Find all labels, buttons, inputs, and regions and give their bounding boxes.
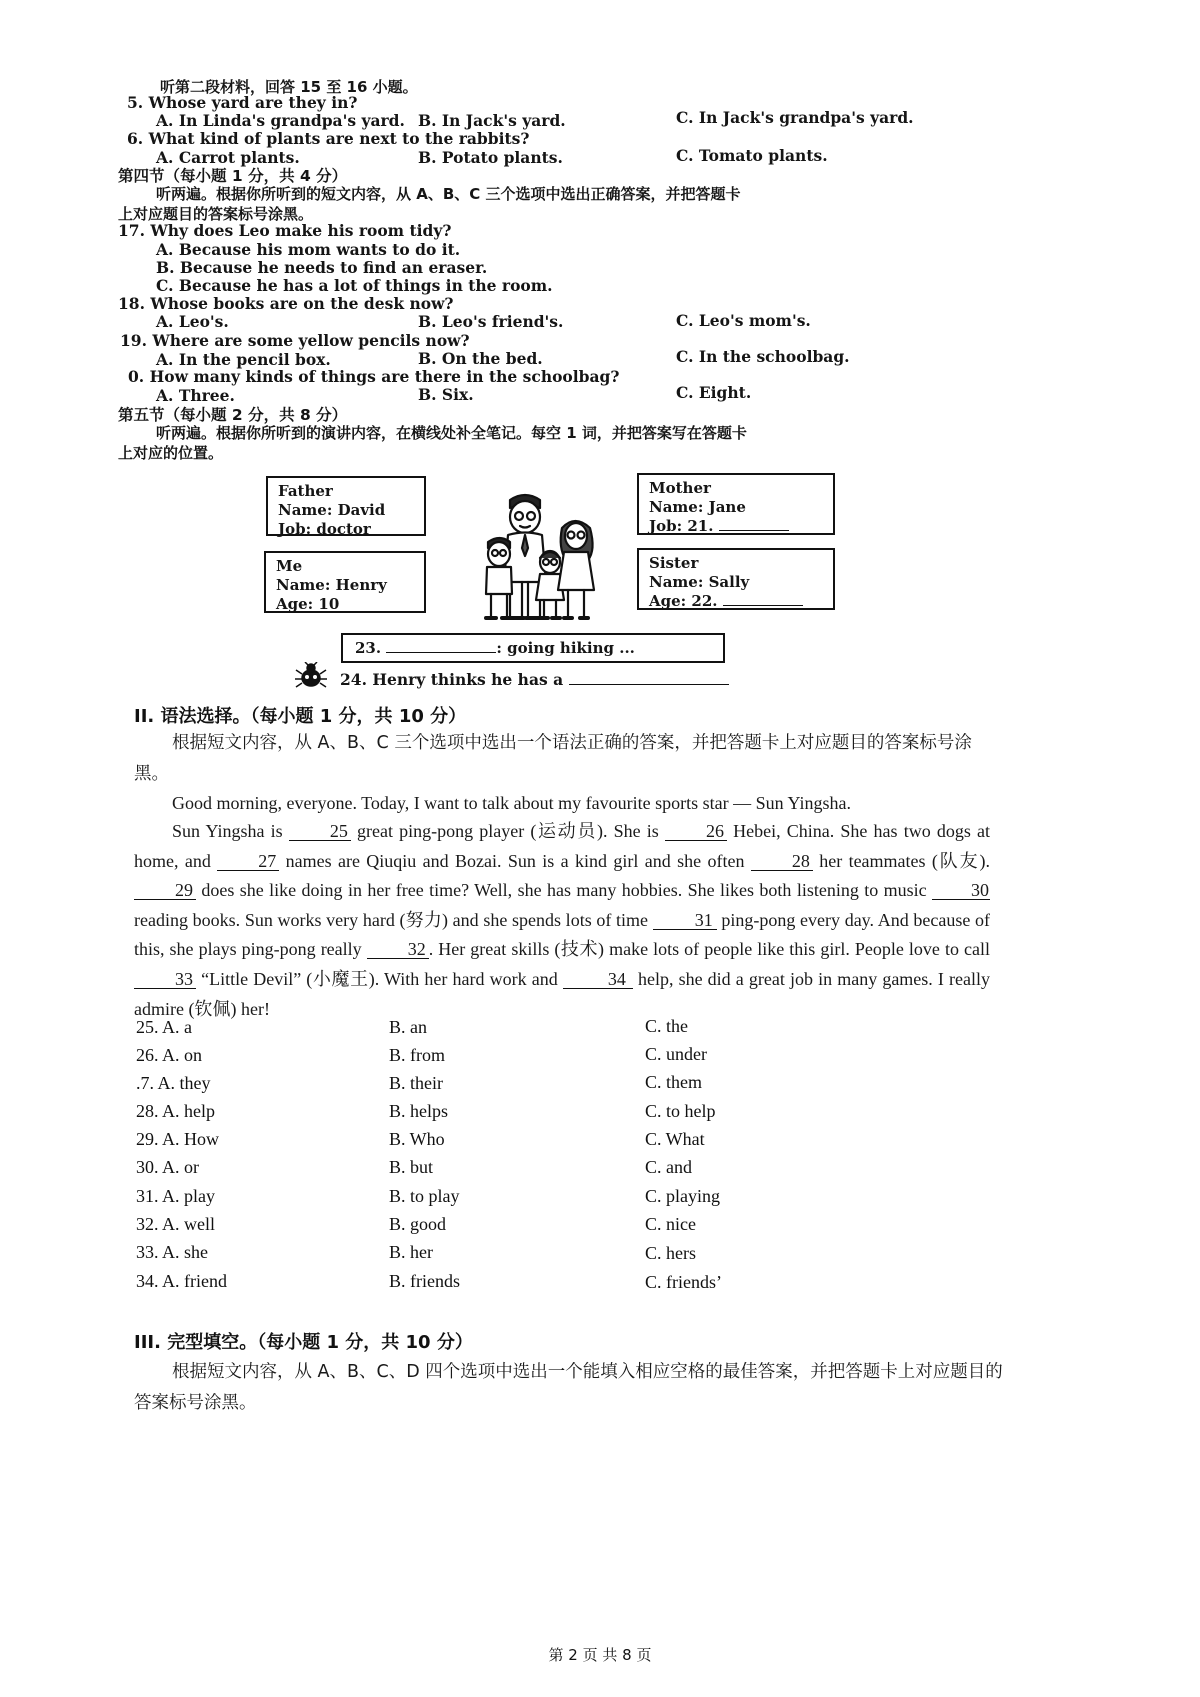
q23-text: : going hiking ... — [496, 639, 635, 657]
option-b[interactable]: B. good — [389, 1214, 447, 1234]
me-title: Me — [276, 557, 303, 575]
q18-option-c: C. Leo's mom's. — [676, 311, 811, 330]
option-b[interactable]: B. an — [389, 1017, 427, 1037]
q6-option-b: B. Potato plants. — [418, 148, 563, 167]
q20-option-b: B. Six. — [418, 385, 474, 404]
section3-title: III. 完型填空。（每小题 1 分，共 10 分） — [134, 1332, 473, 1353]
sister-name: Name: Sally — [649, 573, 750, 591]
blank-27[interactable]: 27 — [217, 852, 279, 871]
me-card — [264, 551, 426, 613]
question-number: 17. — [118, 221, 145, 240]
q17-option-c: C. Because he has a lot of things in the room. — [156, 276, 553, 295]
question-text: Whose yard are they in? — [148, 93, 358, 112]
section4-instruction-2: 上对应题目的答案标号涂黑。 — [118, 205, 314, 223]
q20-option-c: C. Eight. — [676, 383, 752, 402]
question-19 — [120, 331, 470, 350]
sister-age: Age: 22. — [649, 592, 823, 611]
family-illustration — [470, 490, 610, 625]
option-a[interactable]: .7. A. they — [136, 1073, 211, 1093]
question-text: How many kinds of things are there in the schoolbag? — [149, 367, 620, 386]
section5-instruction-1: 听两遍。根据你所听到的演讲内容，在横线处补全笔记。每空 1 词，并把答案写在答题卡 — [156, 424, 747, 442]
question-text: Whose books are on the desk now? — [150, 294, 454, 313]
q22-blank[interactable] — [723, 605, 803, 606]
q24-line — [340, 670, 729, 689]
q24-blank[interactable] — [569, 684, 729, 685]
sister-card — [637, 548, 835, 610]
section3-instruction: 根据短文内容，从 A、B、C、D 四个选项中选出一个能填入相应空格的最佳答案，并把答题卡上对应题目的答案标号涂黑。 — [134, 1362, 1003, 1413]
q18-option-b: B. Leo's friend's. — [418, 312, 564, 331]
q17-option-a: A. Because his mom wants to do it. — [156, 240, 461, 259]
blank-28[interactable]: 28 — [751, 852, 813, 871]
father-job: Job: doctor — [278, 520, 371, 538]
page-number: 第 2 页 共 8 页 — [548, 1646, 652, 1664]
option-b[interactable]: B. her — [389, 1242, 433, 1262]
q5-option-b: B. In Jack's yard. — [418, 111, 566, 130]
section2-title: II. 语法选择。（每小题 1 分，共 10 分） — [134, 706, 467, 727]
option-b[interactable]: B. but — [389, 1157, 434, 1177]
option-c[interactable]: C. under — [645, 1044, 707, 1064]
option-c[interactable]: C. them — [645, 1072, 702, 1092]
q17-option-b: B. Because he needs to find an eraser. — [156, 258, 488, 277]
question-number: 5. — [127, 93, 144, 112]
blank-26[interactable]: 26 — [665, 822, 727, 841]
question-text: What kind of plants are next to the rabbits? — [148, 129, 530, 148]
question-text: Why does Leo make his room tidy? — [150, 221, 452, 240]
option-b[interactable]: B. helps — [389, 1101, 449, 1121]
father-card — [266, 476, 426, 536]
question-5 — [127, 93, 357, 112]
blank-29[interactable]: 29 — [134, 881, 196, 900]
grammar-passage: Sun Yingsha is 25 great ping-pong player (运动员). She is 26 Hebei, China. She has two dogs at home, and 27 names are Qiuqiu and Bozai. Sun is a kind girl and she often 28 her teammates (队友). 29 does she like doing in her free time? Well, she has many hobbies. She likes both listening to music 30 reading books. Sun works very hard (努力) and she spends lots of time 31 ping-pong every day. And because of this, she plays ping-pong really 32 . Her great skills (技术) make lots of people like this girl. People love to call 33 “Little Devil” (小魔王). With her hard work and 34 help, she did a great job in many games. I really admire (钦佩) her! — [134, 821, 991, 1019]
option-a[interactable]: 34. A. friend — [136, 1271, 227, 1291]
father-name: Name: David — [278, 501, 386, 519]
question-number: 6. — [127, 129, 144, 148]
q5-option-c: C. In Jack's grandpa's yard. — [676, 108, 914, 127]
mother-card — [637, 473, 835, 535]
option-c[interactable]: C. nice — [645, 1214, 696, 1234]
option-a[interactable]: 28. A. help — [136, 1101, 215, 1121]
question-18 — [118, 294, 454, 313]
question-20 — [128, 367, 619, 386]
section5-title: 第五节（每小题 2 分，共 8 分） — [118, 406, 348, 424]
q6-option-a: A. Carrot plants. — [156, 148, 300, 167]
listening-instruction: 听第二段材料，回答 15 至 16 小题。 — [160, 78, 418, 96]
option-c[interactable]: C. What — [645, 1129, 705, 1149]
section2-instruction: 根据短文内容，从 A、B、C 三个选项中选出一个语法正确的答案，并把答题卡上对应题目的答案标号涂黑。 — [134, 733, 972, 784]
option-b[interactable]: B. Who — [389, 1129, 445, 1149]
option-c[interactable]: C. playing — [645, 1186, 720, 1206]
blank-32[interactable]: 32 — [367, 940, 429, 959]
blank-34[interactable]: 34 — [563, 970, 633, 989]
q5-option-a: A. In Linda's grandpa's yard. — [156, 111, 405, 130]
option-b[interactable]: B. friends — [389, 1271, 460, 1291]
q18-option-a: A. Leo's. — [156, 312, 229, 331]
q23-number: 23. — [355, 639, 382, 657]
option-c[interactable]: C. the — [645, 1016, 688, 1036]
question-number: 0. — [128, 367, 145, 386]
mother-job: Job: 21. — [649, 517, 823, 536]
blank-33[interactable]: 33 — [134, 970, 196, 989]
q21-blank[interactable] — [719, 530, 789, 531]
q23-box — [341, 633, 725, 663]
option-a[interactable]: 26. A. on — [136, 1045, 203, 1065]
option-c[interactable]: C. and — [645, 1157, 692, 1177]
q23-blank[interactable] — [386, 652, 496, 653]
father-title: Father — [278, 482, 333, 500]
q24-text: 24. Henry thinks he has a — [340, 670, 564, 689]
passage-intro: Good morning, everyone. Today, I want to talk about my favourite sports star — Sun Yingsha. — [172, 793, 851, 813]
question-17 — [118, 221, 451, 240]
sister-title: Sister — [649, 554, 699, 572]
bug-icon — [294, 662, 328, 690]
option-b[interactable]: B. their — [389, 1073, 443, 1093]
option-b[interactable]: B. to play — [389, 1186, 460, 1206]
q20-option-a: A. Three. — [156, 386, 235, 405]
section5-instruction-2: 上对应的位置。 — [118, 444, 224, 462]
option-a[interactable]: 25. A. a — [136, 1017, 192, 1037]
question-number: 18. — [118, 294, 145, 313]
option-a[interactable]: 31. A. play — [136, 1186, 215, 1206]
option-a[interactable]: 29. A. How — [136, 1129, 220, 1149]
section4-title: 第四节（每小题 1 分，共 4 分） — [118, 167, 348, 185]
q6-option-c: C. Tomato plants. — [676, 146, 828, 165]
blank-31[interactable]: 31 — [653, 911, 717, 930]
option-a[interactable]: 30. A. or — [136, 1157, 199, 1177]
q19-option-b: B. On the bed. — [418, 349, 543, 368]
blank-30[interactable]: 30 — [932, 881, 990, 900]
question-number: 19. — [120, 331, 147, 350]
option-a[interactable]: 32. A. well — [136, 1214, 215, 1234]
q19-option-a: A. In the pencil box. — [156, 350, 331, 369]
question-6 — [127, 129, 529, 148]
section4-instruction-1: 听两遍。根据你所听到的短文内容，从 A、B、C 三个选项中选出正确答案，并把答题卡 — [156, 185, 741, 203]
option-c[interactable]: C. hers — [645, 1243, 696, 1263]
mother-title: Mother — [649, 479, 711, 497]
option-c[interactable]: C. friends’ — [645, 1272, 722, 1292]
q19-option-c: C. In the schoolbag. — [676, 347, 850, 366]
mother-name: Name: Jane — [649, 498, 746, 516]
blank-25[interactable]: 25 — [289, 822, 351, 841]
me-name: Name: Henry — [276, 576, 387, 594]
question-text: Where are some yellow pencils now? — [152, 331, 470, 350]
option-b[interactable]: B. from — [389, 1045, 445, 1065]
option-c[interactable]: C. to help — [645, 1101, 716, 1121]
option-a[interactable]: 33. A. she — [136, 1242, 208, 1262]
me-age: Age: 10 — [276, 595, 340, 613]
